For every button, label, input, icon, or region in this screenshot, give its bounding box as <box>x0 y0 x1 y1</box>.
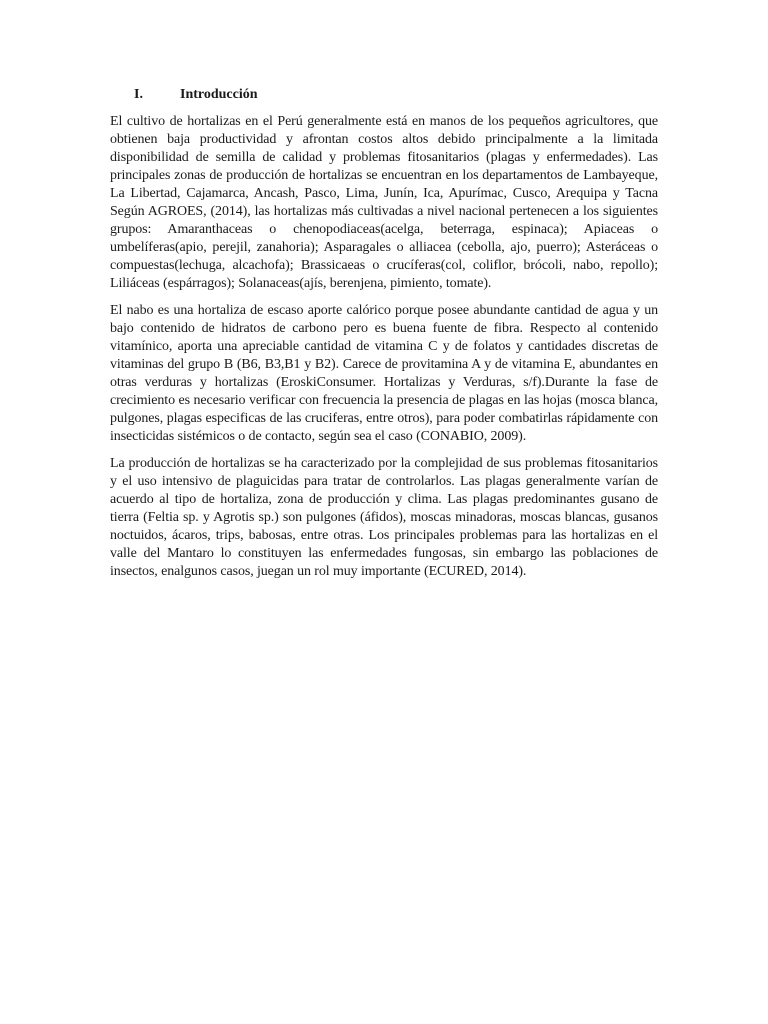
paragraph-2: El nabo es una hortaliza de escaso aporte calórico porque posee abundante cantidad de agua y un bajo contenido de hidratos de carbono pero es buena fuente de fibra. Respecto al contenido vitamínico, aporta una apreciable cantidad de vitamina C y de folatos y cantidades discretas de vitaminas del grupo B (B6, B3,B1 y B2). Carece de provitamina A y de vitamina E, abundantes en otras verduras y hortalizas (EroskiConsumer. Hortalizas y Verduras, s/f).Durante la fase de crecimiento es necesario verificar con frecuencia la presencia de plagas en las hojas (mosca blanca, pulgones, plagas especificas de las cruciferas, entre otros), para poder combatirlas rápidamente con insecticidas sistémicos o de contacto, según sea el caso (CONABIO, 2009). <box>110 303 658 444</box>
section-title: Introducción <box>180 87 258 102</box>
paragraph-3: La producción de hortalizas se ha caracterizado por la complejidad de sus problemas fitosanitarios y el uso intensivo de plaguicidas para tratar de controlarlos. Las plagas generalmente varían de acuerdo al tipo de hortaliza, zona de producción y clima. Las plagas predominantes gusano de tierra (Feltia sp. y Agrotis sp.) son pulgones (áfidos), moscas minadoras, moscas blancas, gusanos noctuidos, ácaros, trips, babosas, entre otras. Los principales problemas para las hortalizas en el valle del Mantaro lo constituyen las enfermedades fungosas, sin embargo las poblaciones de insectos, enalgunos casos, juegan un rol muy importante (ECURED, 2014). <box>110 456 658 579</box>
section-number: I. <box>134 87 143 102</box>
section-body <box>110 113 658 590</box>
paragraph-1: El cultivo de hortalizas en el Perú generalmente está en manos de los pequeños agricultores, que obtienen baja productividad y afrontan costos altos debido principalmente a la limitada disponibilidad de semilla de calidad y problemas fitosanitarios (plagas y enfermedades). Las principales zonas de producción de hortalizas se encuentran en los departamentos de Lambayeque, La Libertad, Cajamarca, Ancash, Pasco, Lima, Junín, Ica, Apurímac, Cusco, Arequipa y Tacna Según AGROES, (2014), las hortalizas más cultivadas a nivel nacional pertenecen a los siguientes grupos: Amaranthaceas o chenopodiaceas(acelga, beterraga, espinaca); Apiaceas o umbelíferas(apio, perejil, zanahoria); Asparagales o alliacea (cebolla, ajo, puerro); Asteráceas o compuestas(lechuga, alcachofa); Brassicaeas o crucíferas(col, coliflor, brócoli, nabo, repollo); Liliáceas (espárragos); Solanaceas(ajís, berenjena, pimiento, tomate). <box>110 114 658 291</box>
section-heading <box>134 86 258 104</box>
